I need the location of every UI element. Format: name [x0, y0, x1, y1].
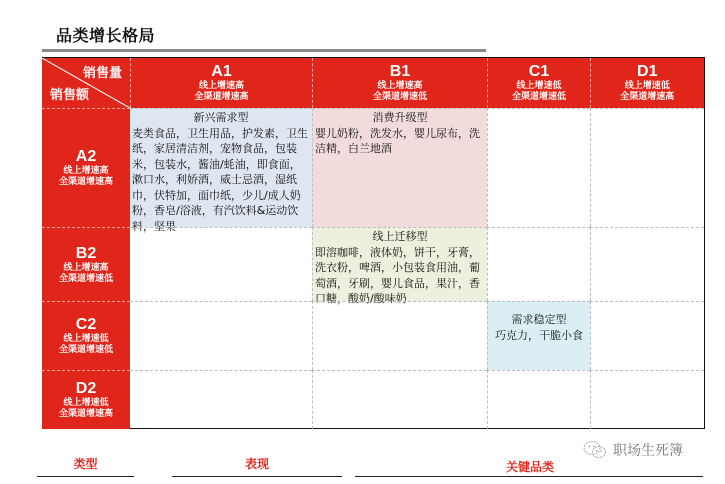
watermark [583, 440, 683, 460]
column-desc-online: 线上增速高 [198, 81, 244, 91]
cell-d2-a1 [130, 370, 312, 429]
cell-d2-d1 [590, 370, 704, 429]
column-code: D1 [637, 63, 658, 80]
column-desc-online: 线上增速低 [516, 81, 562, 91]
row-desc-online: 线上增速高 [63, 262, 109, 273]
legend-type: 类型 [73, 457, 98, 471]
sales-volume-label: 销售量 [82, 66, 122, 81]
column-desc-omnichannel: 全渠道增速低 [511, 92, 566, 102]
cell-a2-c1 [487, 108, 590, 227]
cell-b2-a1 [130, 227, 312, 301]
sales-amount-label: 销售额 [50, 88, 90, 103]
cell-c2-d1 [590, 301, 704, 370]
column-header-b1 [312, 58, 487, 108]
column-code: A1 [211, 63, 232, 80]
cell-type-label: 新兴需求型 [193, 111, 249, 124]
column-code: B1 [389, 63, 411, 80]
column-desc-omnichannel: 全渠道增速高 [620, 92, 675, 102]
matrix-corner [42, 58, 130, 108]
cell-category-list: 婴儿奶粉，洗发水，婴儿尿布，洗洁精，白兰地酒 [315, 126, 480, 155]
cell-type-label: 消费升级型 [372, 111, 428, 124]
cell-a2-a1 [130, 108, 312, 233]
cell-b2-b1 [312, 227, 487, 305]
row-header-c2 [42, 301, 130, 370]
category-growth-matrix [42, 57, 705, 429]
row-code: D2 [75, 379, 97, 397]
cell-b2-c1 [487, 227, 590, 301]
column-code: C1 [528, 63, 550, 80]
column-desc-online: 线上增速高 [377, 81, 423, 91]
cell-category-list: 巧克力，干脆小食 [495, 328, 583, 342]
column-desc-omnichannel: 全渠道增速高 [194, 92, 249, 102]
legend-key-categories: 关键品类 [505, 460, 554, 474]
legend-performance: 表现 [244, 457, 269, 471]
row-desc-omnichannel: 全渠道增速高 [58, 177, 113, 187]
row-desc-online: 线上增速低 [63, 334, 109, 344]
row-header-b2 [42, 227, 130, 301]
row-code: B2 [75, 244, 97, 262]
watermark-text: 职场生死簿 [613, 443, 683, 459]
cell-type-label: 需求稳定型 [511, 313, 567, 326]
row-desc-omnichannel: 全渠道增速高 [58, 408, 113, 419]
cell-type-label: 线上迁移型 [372, 230, 428, 243]
cell-category-list: 麦类食品，卫生用品，护发素，卫生纸，家居清洁剂，宠物食品，包装米，包装水，酱油/蚝油，即食面，漱口水，利娇酒，威士忌酒，湿纸巾，伏特加，面巾纸，少儿/成人奶粉，香皂/浴液，有汽饮料&运动饮料，坚果 [132, 126, 308, 233]
row-desc-online: 线上增速低 [63, 397, 109, 408]
column-header-d1 [590, 58, 704, 108]
wechat-icon [583, 440, 607, 460]
legend-performance-underline [172, 476, 342, 477]
title-underline [42, 49, 486, 52]
cell-a2-d1 [590, 108, 704, 227]
row-code: A2 [75, 148, 97, 165]
column-desc-online: 线上增速低 [624, 81, 670, 91]
row-desc-online: 线上增速高 [63, 166, 109, 176]
cell-d2-b1 [312, 370, 487, 429]
row-desc-omnichannel: 全渠道增速低 [58, 345, 113, 355]
cell-d2-c1 [487, 370, 590, 429]
page-title: 品类增长格局 [56, 26, 156, 45]
cell-c2-c1 [487, 301, 590, 370]
cell-a2-b1 [312, 108, 487, 227]
column-header-a1 [130, 58, 312, 108]
legend-type-underline [37, 476, 134, 477]
legend-key-categories-underline [355, 476, 703, 477]
row-code: C2 [75, 316, 97, 333]
cell-c2-a1 [130, 301, 312, 370]
cell-c2-b1 [312, 301, 487, 370]
cell-b2-d1 [590, 227, 704, 301]
row-desc-omnichannel: 全渠道增速低 [58, 273, 113, 284]
cell-category-list: 即溶咖啡，液体奶，饼干，牙膏，洗衣粉，啤酒，小包装食用油，葡萄酒，牙刷，婴儿食品，果汁，香口糖，酸奶/酸味奶 [315, 245, 480, 305]
row-header-a2 [42, 108, 130, 227]
row-header-d2 [42, 370, 130, 429]
column-desc-omnichannel: 全渠道增速低 [372, 92, 427, 102]
column-header-c1 [487, 58, 590, 108]
